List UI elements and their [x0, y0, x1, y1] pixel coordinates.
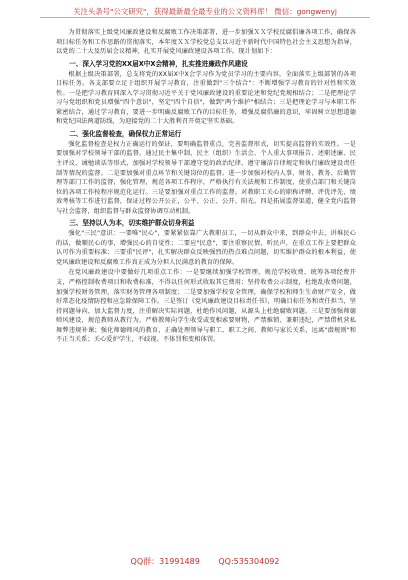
- document-body: [56, 28, 356, 346]
- section-1-heading: 一、深入学习党的XX届X中X会精神，扎实推进廉政作风建设: [69, 59, 248, 68]
- section-2-paragraph: 强化监督检查是权力正确运行的保证，要明确监督重点，完善监督形式，切实提高监督的实效性。一是要加强对学校领导干部的监督。通过民主集中制、民主（组织）生活会、个人重大事项报告、述职述廉、民主评议、诫勉谈话等形式，加强对学校领导干部遵守党的政治纪律、遵守廉洁自律规定和执行廉政建设责任制等情况的监督。二是要加强对重点环节和关键岗位的监督。进一步加强对校内人事、财务、教务、后勤管理等部门工作的监督，强化管理，规范各项工作程序，严格执行有关法规和工作制度，使重点部门和关键岗位的各项工作按程序规范化运行。三是要加强对重点工作的监督。对教职工关心的职称评聘、评优评先、绩效考核等工作进行监督，保证过程公开公正，公平、公正、公开、阳光。四是拓展监督渠道，健全党内监督与社会监督，组织监督与群众监督协调互动机制。: [56, 140, 356, 215]
- section-3-heading: 三、坚持以人为本，切实维护群众切身利益: [69, 219, 195, 228]
- header-divider: [40, 17, 370, 18]
- section-3-paragraph-1: 强化"三民"意识：一要唯"民心"，要紧紧依靠广大教职员工，一切从群众中来，到群众中去，讲堆民心的话，做顺民心的事，增强民心的自觉性；二要应"民意"，要注重察民情，听民声，在重点工作上要把群众认可作为重要标准；三要重"民评"，扎实解决群众反映强烈的热点难点问题，切实维护群众的根本利益，使党风廉政建设和反腐败工作真正成为分担人民满意的教育的保障。: [56, 230, 356, 266]
- section-2-heading: 二、强化监督检查，确保权力正常运行: [69, 129, 182, 138]
- section-1-paragraph: 根据上级决策部署，总支将党的XX届X中X会学习作为党员学习的主要内容，全面落实上级部署的各项目标任务。各支部要立足于组织开展学习教育，注重做到"三个结合"：不断增强学习教育的针对性和实效性。一是把学习教育同深入学习贯彻习近平关于党风廉政建设的重要论述和党纪党规相结合；二是把理论学习与党组织和党员增强"四个意识"，坚定"四个自信"，做到"两个维护"相结合；三是把理论学习与本职工作紧密结合，通过学习教育，要进一步明确反腐败工作的目标任务，增强反腐倡廉的意识，牢固树立思想道德和党纪国法两道防线，为迎接党的二十大胜利召开奠定坚实基础。: [56, 70, 356, 126]
- footer-contact: [40, 556, 370, 567]
- header-banner[interactable]: 关注头条号"公文研究"，获得最新最全最专业的公文资料库！ 微信：gongwenyj: [73, 7, 337, 16]
- intro-paragraph: 为贯彻落实上级党风廉政建设和反腐败工作决策部署，进一步加强ＸＸ学校反腐倡廉各项工作，确保各项目标任务和工作思路的贯彻落实，本年度ＸＸ学校党总支以习近平新时代中国特色社会主义思想为指导，以党的二十大及历届会议精神，扎实开展党风廉政建设各项工作。现计划如下：: [56, 29, 356, 56]
- section-3-paragraph-2: 在党风廉政建设中要做好几项重点工作：一是要继续加强学校管理，规范学校收费、统筹各项经费开支，严格控制收费项目和收费标准，不得以任何形式收取其它费用；坚持收费公示制度，杜绝乱收费问题，加强学校财务管理，落实财务管理各项制度；二是要加强学校安全管理，确保学校和师生生命财产安全，做好常态化疫情防控和应急除保障工作。三是签订《党风廉政建设目标责任书》，明确目标任务和责任担当，坚持问题导向，加大监督力度，注重解决实际问题，杜绝作风问题，从源头上杜绝腐败问题。三是要加强师德师风建设，规范教师从教行为，严格教师向学生收受或变相索要财物，严禁推销、兼职违纪，严禁借机营私舞弊违规补课；强化师德师风的教育，正确处理领导与职工、职工之间、教师与家长关系，远离"潜规则"和不正当关系；关心爱护学生，不歧视、不体罚和变相体罚。: [56, 269, 356, 344]
- footer-qq: QQ:535304092: [218, 557, 280, 566]
- footer-qq-group: QQ群：31991489: [130, 557, 200, 566]
